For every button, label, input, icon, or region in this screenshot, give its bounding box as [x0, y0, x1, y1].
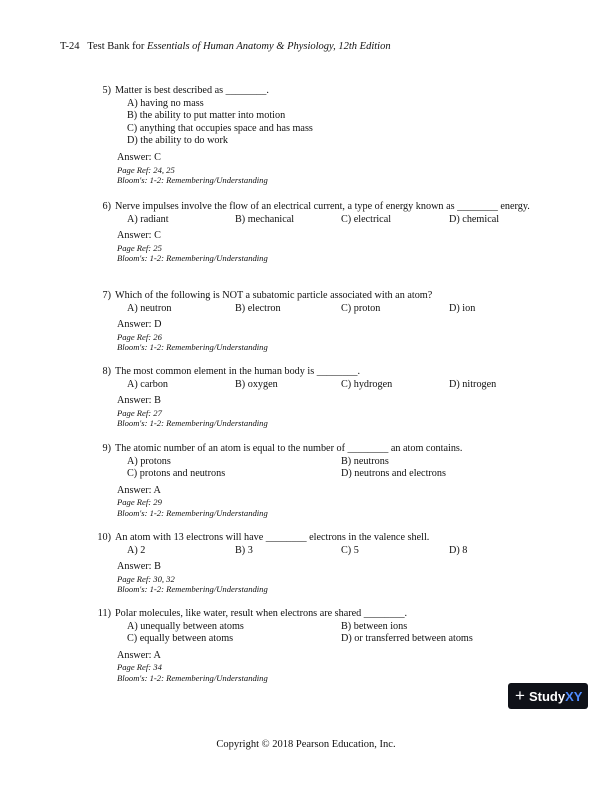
option-d: D) the ability to do work: [127, 135, 229, 147]
option-d: D) neutrons and electrons: [341, 468, 446, 480]
page-ref: Page Ref: 25: [117, 242, 162, 253]
option-a: A) unequally between atoms: [127, 620, 244, 632]
plus-icon: +: [515, 686, 525, 705]
question-stem: [90, 85, 530, 98]
option-a: A) 2: [127, 544, 146, 556]
option-row: [127, 303, 612, 316]
option-a: A) having no mass: [127, 97, 204, 109]
option-row: [127, 545, 612, 558]
option-b: B) neutrons: [341, 455, 389, 467]
option-a: A) neutron: [127, 302, 172, 314]
option-a: A) radiant: [127, 213, 169, 225]
page-header: [60, 41, 391, 52]
question-number: 8): [102, 366, 111, 377]
question-stem: [90, 532, 530, 545]
blooms-level: Bloom's: 1-2: Remembering/Understanding: [117, 418, 268, 429]
blooms-level: Bloom's: 1-2: Remembering/Understanding: [117, 253, 268, 264]
option-row: [127, 135, 612, 148]
option-b: B) 3: [235, 544, 253, 556]
question-stem: [90, 608, 530, 621]
page-ref: Page Ref: 30, 32: [117, 573, 175, 584]
option-b: B) oxygen: [235, 378, 278, 390]
question-stem: [90, 201, 530, 214]
copyright-footer: Copyright © 2018 Pearson Education, Inc.: [216, 739, 396, 750]
question-10: [0, 532, 612, 595]
option-row: [127, 468, 612, 481]
question-number: 5): [102, 85, 111, 96]
page-ref: Page Ref: 27: [117, 407, 162, 418]
option-c: C) proton: [341, 302, 381, 314]
blooms-level: Bloom's: 1-2: Remembering/Understanding: [117, 342, 268, 353]
option-row: [127, 621, 612, 634]
option-c: C) equally between atoms: [127, 633, 234, 645]
answer: Answer: D: [117, 319, 162, 331]
question-text: Matter is best described as ________.: [115, 85, 269, 96]
option-c: C) protons and neutrons: [127, 468, 226, 480]
option-c: C) electrical: [341, 213, 392, 225]
option-d: D) nitrogen: [449, 378, 497, 390]
answer: Answer: B: [117, 395, 161, 407]
book-title: Essentials of Human Anatomy & Physiology, 12th Edition: [146, 41, 391, 52]
page-label: T-24: [60, 41, 80, 52]
question-8: [0, 366, 612, 429]
question-number: 10): [97, 532, 111, 543]
option-b: B) the ability to put matter into motion: [127, 110, 286, 122]
option-row: [127, 98, 612, 111]
question-text: Polar molecules, like water, result when electrons are shared ________.: [115, 608, 408, 619]
question-text: Nerve impulses involve the flow of an electrical current, a type of energy known as ________ energy.: [115, 201, 530, 212]
option-row: [127, 456, 612, 469]
question-9: [0, 443, 612, 519]
option-d: D) 8: [449, 544, 468, 556]
question-number: 6): [102, 201, 111, 212]
option-b: B) between ions: [341, 620, 408, 632]
question-number: 7): [102, 290, 111, 301]
answer: Answer: B: [117, 561, 161, 573]
question-text: The atomic number of an atom is equal to the number of ________ an atom contains.: [115, 443, 463, 454]
blooms-level: Bloom's: 1-2: Remembering/Understanding: [117, 175, 268, 186]
page-ref: Page Ref: 24, 25: [117, 164, 175, 175]
question-text: The most common element in the human body is ________.: [115, 366, 361, 377]
badge-text-accent: XY: [565, 688, 583, 704]
page-ref: Page Ref: 34: [117, 662, 162, 673]
answer: Answer: C: [117, 151, 161, 163]
option-c: C) 5: [341, 544, 359, 556]
answer: Answer: A: [117, 484, 161, 496]
blooms-level: Bloom's: 1-2: Remembering/Understanding: [117, 672, 268, 683]
option-d: D) chemical: [449, 213, 500, 225]
question-stem: [90, 366, 530, 379]
option-row: [127, 123, 612, 136]
answer: Answer: A: [117, 649, 161, 661]
option-a: A) carbon: [127, 378, 169, 390]
question-number: 11): [97, 608, 111, 619]
page-ref: Page Ref: 29: [117, 497, 162, 508]
option-b: B) mechanical: [235, 213, 295, 225]
option-row: [127, 214, 612, 227]
question-7: [0, 290, 612, 353]
question-text: An atom with 13 electrons will have ________ electrons in the valence shell.: [115, 532, 430, 543]
question-stem: [90, 290, 530, 303]
question-5: [0, 85, 612, 186]
blooms-level: Bloom's: 1-2: Remembering/Understanding: [117, 507, 268, 518]
answer: Answer: C: [117, 230, 161, 242]
option-b: B) electron: [235, 302, 281, 314]
badge-text-main: Study: [528, 688, 566, 704]
option-a: A) protons: [127, 455, 171, 467]
blooms-level: Bloom's: 1-2: Remembering/Understanding: [117, 584, 268, 595]
option-row: [127, 379, 612, 392]
option-row: [127, 110, 612, 123]
option-d: D) ion: [449, 302, 476, 314]
header-prefix: Test Bank for: [87, 41, 145, 52]
page-ref: Page Ref: 26: [117, 331, 162, 342]
question-text: Which of the following is NOT a subatomic particle associated with an atom?: [115, 290, 433, 301]
option-row: [127, 633, 612, 646]
question-stem: [90, 443, 530, 456]
question-11: [0, 608, 612, 684]
question-6: [0, 201, 612, 264]
studyxy-badge[interactable]: [508, 683, 588, 709]
question-number: 9): [102, 443, 111, 454]
option-c: C) hydrogen: [341, 378, 393, 390]
option-c: C) anything that occupies space and has mass: [127, 122, 313, 134]
option-d: D) or transferred between atoms: [341, 633, 473, 645]
